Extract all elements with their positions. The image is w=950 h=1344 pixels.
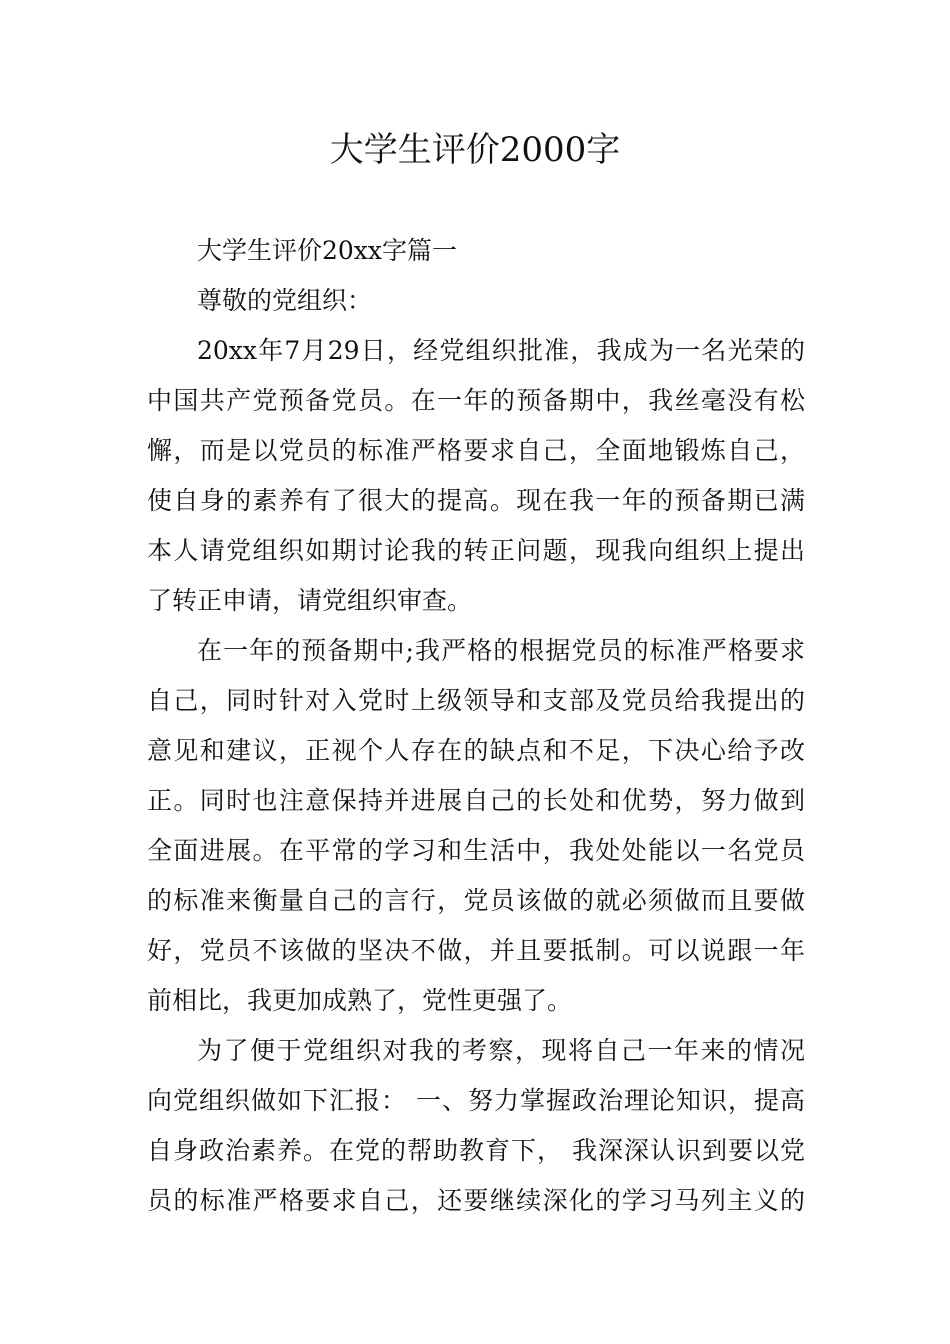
text-line: 自己，同时针对入党时上级领导和支部及党员给我提出的 (147, 686, 805, 715)
text-line: 为了便于党组织对我的考察，现将自己一年来的情况 (197, 1036, 805, 1065)
text-line: 正。同时也注意保持并进展自己的长处和优势，努力做到 (147, 786, 805, 815)
text-line: 20xx年7月29日，经党组织批准，我成为一名光荣的 (197, 336, 805, 365)
document-body (147, 226, 805, 1226)
text-line: 中国共产党预备党员。在一年的预备期中，我丝毫没有松 (147, 386, 805, 415)
text-line: 向党组织做如下汇报： 一、努力掌握政治理论知识，提高 (147, 1086, 805, 1115)
text-line: 懈，而是以党员的标准严格要求自己，全面地锻炼自己， (147, 436, 805, 465)
text-line: 全面进展。在平常的学习和生活中，我处处能以一名党员 (147, 836, 805, 865)
text-line: 意见和建议，正视个人存在的缺点和不足，下决心给予改 (147, 736, 805, 765)
text-line: 了转正申请，请党组织审查。 (147, 586, 473, 615)
text-line: 在一年的预备期中;我严格的根据党员的标准严格要求 (197, 636, 805, 665)
text-line: 好，党员不该做的坚决不做，并且要抵制。可以说跟一年 (147, 936, 805, 965)
text-line: 员的标准严格要求自己，还要继续深化的学习马列主义的 (147, 1186, 805, 1215)
text-line: 大学生评价20xx字篇一 (197, 236, 458, 265)
text-line: 使自身的素养有了很大的提高。现在我一年的预备期已满 (147, 486, 805, 515)
text-line: 前相比，我更加成熟了，党性更强了。 (147, 986, 573, 1015)
text-line: 自身政治素养。在党的帮助教育下， 我深深认识到要以党 (147, 1136, 805, 1165)
text-line: 本人请党组织如期讨论我的转正问题，现我向组织上提出 (147, 536, 805, 565)
text-line: 尊敬的党组织： (197, 286, 373, 315)
document-title: 大学生评价2000字 (329, 130, 621, 170)
text-line: 的标准来衡量自己的言行，党员该做的就必须做而且要做 (147, 886, 805, 915)
